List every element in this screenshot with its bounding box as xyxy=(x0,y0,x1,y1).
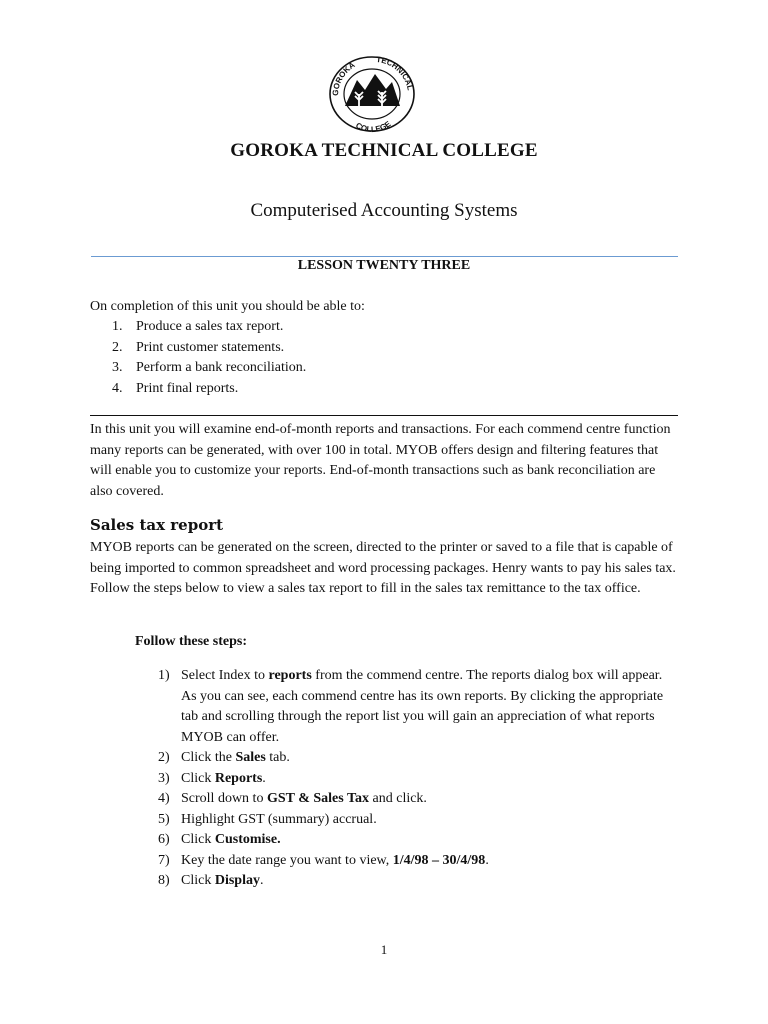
objective-text: Produce a sales tax report. xyxy=(136,319,284,334)
step-emphasis: Display xyxy=(214,873,260,888)
step-text-tail: . xyxy=(262,770,266,786)
objective-item xyxy=(112,338,306,359)
step-number: 6) xyxy=(158,832,170,847)
section-heading: Sales tax report xyxy=(90,516,224,534)
objective-item xyxy=(112,358,306,379)
lesson-title: LESSON TWENTY THREE xyxy=(297,258,471,273)
step-text: Key the date range you want to view, xyxy=(181,852,393,868)
college-logo xyxy=(326,54,418,134)
step-emphasis: Sales xyxy=(235,750,266,765)
step-item xyxy=(158,748,680,769)
page-number: 1 xyxy=(380,942,388,957)
step-emphasis: reports xyxy=(268,668,312,683)
objective-text: Perform a bank reconciliation. xyxy=(136,360,307,375)
objective-number: 2. xyxy=(112,339,123,355)
objective-text: Print final reports. xyxy=(136,380,239,396)
step-item xyxy=(158,851,680,872)
step-text: Click xyxy=(181,873,215,888)
objectives-intro: On completion of this unit you should be able to: xyxy=(90,299,365,314)
college-name: GOROKA TECHNICAL COLLEGE xyxy=(230,140,538,161)
step-number: 2) xyxy=(158,750,170,765)
step-text: Select Index to xyxy=(181,668,269,683)
step-item xyxy=(158,666,680,748)
step-emphasis: GST & Sales Tax xyxy=(266,791,370,806)
step-text-tail: . xyxy=(259,873,264,888)
logo-text-bottom: COLLEGE xyxy=(354,119,393,134)
step-number: 3) xyxy=(158,770,170,786)
step-number: 8) xyxy=(158,873,170,888)
objective-item xyxy=(112,317,306,338)
step-item xyxy=(158,871,680,892)
step-text-tail: and click. xyxy=(369,791,427,806)
step-text-tail: tab. xyxy=(265,750,290,765)
step-item xyxy=(158,789,680,810)
intro-paragraph: In this unit you will examine end-of-month reports and transactions. For each commend centre function many reports can be generated, with over 100 in total. MYOB offers design and filtering features that will enable you to customize your reports. End-of-month transactions such as bank reconciliation are also covered. xyxy=(90,422,671,499)
step-emphasis: 1/4/98 – 30/4/98 xyxy=(392,852,486,868)
objective-item xyxy=(112,379,306,400)
step-item xyxy=(158,830,680,851)
header-divider xyxy=(91,256,678,257)
step-number: 4) xyxy=(158,791,170,806)
objective-number: 1. xyxy=(112,319,123,334)
steps-list xyxy=(158,666,680,892)
step-text-tail: from the commend centre. The reports dialog box will appear. As you can see, each commend centre has its own reports. By clicking the appropriate tab and scrolling through the report list you will gain an appreciation of what reports MYOB can offer. xyxy=(181,668,664,745)
objectives-list xyxy=(112,317,306,399)
step-text: Click the xyxy=(181,750,236,765)
step-item xyxy=(158,810,680,831)
step-emphasis: Customise. xyxy=(214,832,281,847)
subject-title: Computerised Accounting Systems xyxy=(250,200,518,221)
objective-text: Print customer statements. xyxy=(136,339,285,355)
step-text: Highlight GST (summary) accrual. xyxy=(181,811,377,827)
step-text: Scroll down to xyxy=(181,791,267,806)
step-text-tail: . xyxy=(485,852,489,868)
objective-number: 4. xyxy=(112,380,123,396)
logo-text-right: TECHNICAL xyxy=(375,54,415,92)
step-number: 1) xyxy=(158,668,170,683)
step-text: Click xyxy=(181,770,215,786)
section-paragraph: MYOB reports can be generated on the screen, directed to the printer or saved to a file that is capable of being imported to common spreadsheet and word processing packages. Henry wants to pay his sales tax. Follow the steps below to view a sales tax report to fill in the sales tax remittance to the tax office. xyxy=(90,540,676,596)
step-text: Click xyxy=(181,832,215,847)
section-divider xyxy=(90,415,678,416)
svg-text:COLLEGE xyxy=(354,119,393,134)
steps-label: Follow these steps: xyxy=(135,634,247,649)
step-number: 5) xyxy=(158,811,170,827)
objective-number: 3. xyxy=(112,360,123,375)
step-emphasis: Reports xyxy=(214,770,263,786)
logo-text-top: GOROKA xyxy=(330,60,357,97)
step-item xyxy=(158,769,680,790)
step-number: 7) xyxy=(158,852,170,868)
